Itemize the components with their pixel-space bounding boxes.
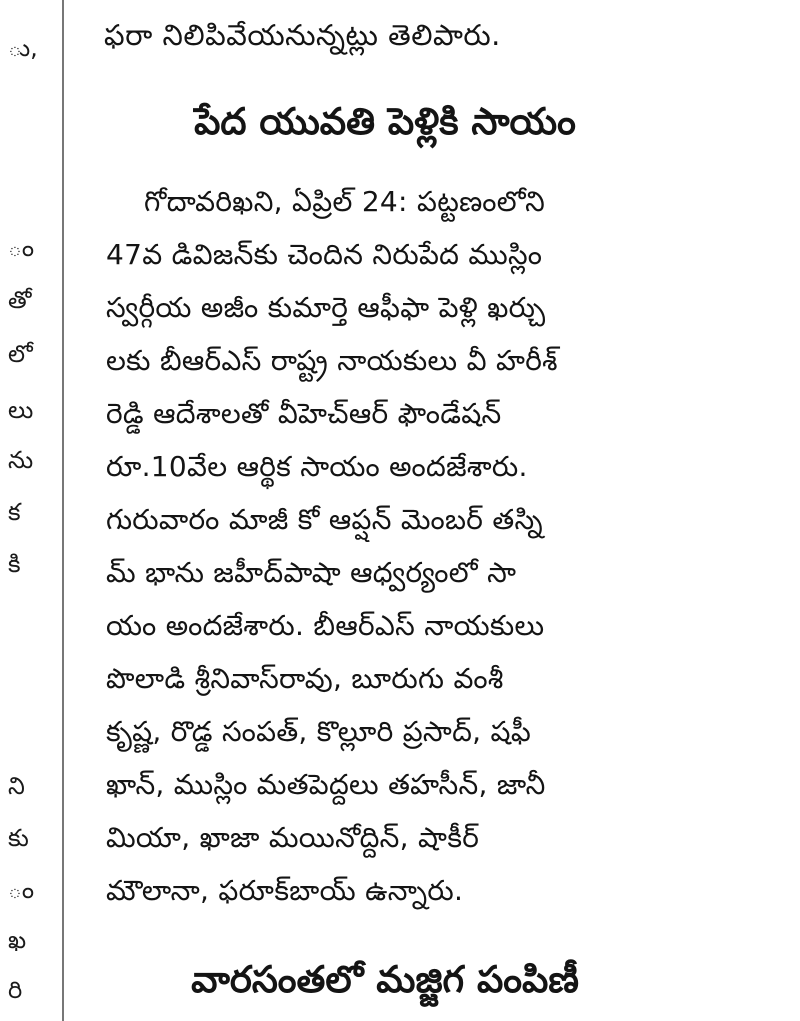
article-headline: పేద యువతి పెళ్లికి సాయం [194, 100, 576, 143]
left-fragment: ని [8, 772, 25, 800]
column-divider [62, 0, 64, 1021]
article-body-line: స్వర్గీయ అజీం కుమార్తె ఆఫీఫా పెళ్లి ఖర్చు [106, 291, 546, 324]
article-body-line: గురువారం మాజీ కో ఆప్షన్ మెంబర్ తస్ని [106, 503, 543, 536]
continued-text-line: ఫరా నిలిపివేయనున్నట్లు తెలిపారు. [104, 18, 501, 52]
article-body-line: కృష్ణ, రొడ్డ సంపత్, కొల్లూరి ప్రసాద్, షఫీ [106, 715, 532, 748]
left-fragment: తో [8, 286, 32, 314]
left-column-fragments [0, 0, 52, 1021]
article-body-line: గోదావరిఖని, ఏప్రిల్ 24: పట్టణంలోని [144, 185, 546, 218]
article-body-line: మియా, ఖాజా మయినోద్దిన్, షాకీర్ [106, 821, 480, 854]
article-body-line: ఖాన్, ముస్లిం మతపెద్దలు తహసీన్, జానీ [106, 768, 546, 801]
left-fragment: ు, [8, 34, 38, 62]
left-fragment: కు [8, 824, 29, 852]
left-fragment: రి [8, 976, 23, 1004]
left-fragment: లో [8, 340, 33, 368]
article-body-line: యం అందజేశారు. బీఆర్ఎస్ నాయకులు [106, 609, 545, 642]
article-body-line: రెడ్డి ఆదేశాలతో వీహెచ్ఆర్ ఫౌండేషన్ [106, 397, 502, 430]
article-body-line: మ్ భాను జహీద్‌పాషా ఆధ్వర్యంలో సా [106, 556, 517, 589]
left-fragment: ను [8, 446, 34, 474]
article-body-line: లకు బీఆర్ఎస్ రాష్ట్ర నాయకులు వీ హరీశ్ [106, 344, 558, 377]
next-article-headline: వారసంతలో మజ్జిగ పంపిణీ [191, 958, 579, 1001]
left-fragment: లు [8, 396, 34, 424]
left-fragment: ం [8, 876, 35, 904]
left-fragment: ఖ [8, 926, 27, 954]
article-body-line: రూ.10వేల ఆర్థిక సాయం అందజేశారు. [106, 450, 528, 483]
article-body-line: 47వ డివిజన్‌కు చెందిన నిరుపేద ముస్లిం [106, 238, 543, 271]
article-column [100, 0, 670, 1021]
article-body-line: పొలాడి శ్రీనివాస్‌రావు, బూరుగు వంశీ [106, 662, 504, 695]
left-fragment: క [8, 498, 21, 526]
article-body-line: మౌలానా, ఫరూక్‌బాయ్ ఉన్నారు. [106, 874, 464, 907]
left-fragment: కి [8, 550, 21, 578]
left-fragment: ం [8, 234, 35, 262]
